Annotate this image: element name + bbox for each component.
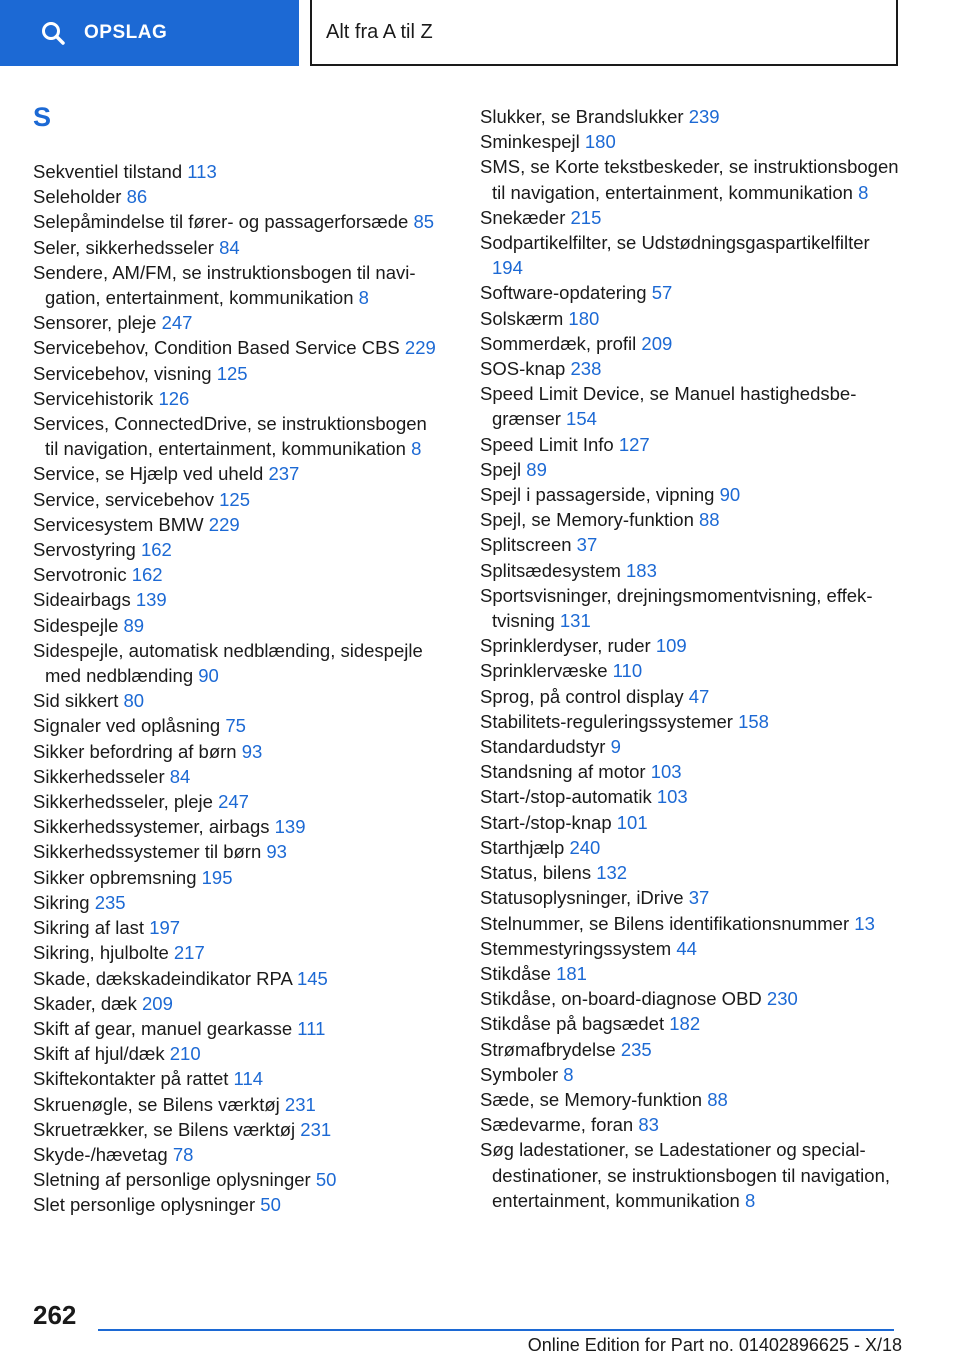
index-entry-term: Stelnummer, se Bilens identifikationsnummer: [480, 912, 855, 934]
index-column-left: [33, 159, 443, 1218]
index-entry-term: Seler, sikkerhedsseler: [33, 236, 220, 258]
index-entry-term: Servicehistorik: [33, 387, 159, 409]
index-entry: [33, 713, 443, 738]
index-entry: [33, 688, 443, 713]
index-entry: [33, 915, 443, 940]
index-entry-term: Sikkerhedssystemer, airbags: [33, 816, 275, 838]
index-entry: [33, 461, 443, 486]
index-entry: [480, 331, 900, 356]
page-link[interactable]: 231: [300, 1118, 332, 1140]
index-entry-term: Skade, dækskadeindikator RPA: [33, 967, 297, 989]
index-entry-term: Sidespejle: [33, 614, 124, 636]
index-entry-term: Sikkerhedsseler, pleje: [33, 791, 219, 813]
index-entry-term: Sikker befordring af børn: [33, 740, 242, 762]
index-entry-term: Start-/stop-knap: [480, 811, 617, 833]
index-entry: [480, 230, 900, 280]
index-entry-term: Skyde-/hævetag: [33, 1143, 173, 1165]
index-entry-term: Sikker opbremsning: [33, 866, 202, 888]
page-link[interactable]: 182: [669, 1013, 701, 1035]
page-link[interactable]: 111: [297, 1017, 326, 1039]
index-entry-term: Start-/stop-automatik: [480, 786, 657, 808]
index-entry-term: Sikring af last: [33, 917, 150, 939]
page-link[interactable]: 247: [218, 791, 249, 813]
page-link[interactable]: 93: [266, 841, 287, 863]
index-entry: [480, 381, 900, 431]
page-link[interactable]: 8: [563, 1063, 574, 1085]
index-entry: [33, 1167, 443, 1192]
index-entry: [480, 684, 900, 709]
page-link[interactable]: 88: [699, 509, 720, 531]
index-entry-term: Skift af gear, manuel gearkasse: [33, 1017, 298, 1039]
index-entry-term: Spejl, se Memory-funktion: [480, 509, 700, 531]
index-entry: [480, 1062, 900, 1087]
index-entry: [33, 537, 443, 562]
index-entry-term: Stikdåse, on-board-diagnose OBD: [480, 988, 767, 1010]
section-title-tab: [310, 0, 898, 66]
index-entry-term: Spejl: [480, 458, 527, 480]
index-entry: [33, 966, 443, 991]
index-entry: [480, 784, 900, 809]
index-entry-term: Service, se Hjælp ved uheld: [33, 463, 269, 485]
index-entry-term: Sprinklervæske: [480, 660, 613, 682]
page-link[interactable]: 209: [641, 332, 673, 354]
page-link[interactable]: 247: [161, 312, 193, 334]
index-entry: [33, 562, 443, 587]
index-entry-term: Sideairbags: [33, 589, 136, 611]
index-entry-term: Sædevarme, foran: [480, 1114, 639, 1136]
page-link[interactable]: 194: [492, 257, 523, 279]
index-entry: [480, 885, 900, 910]
index-entry: [33, 865, 443, 890]
page-link[interactable]: 9: [610, 736, 621, 758]
page-link[interactable]: 183: [626, 559, 657, 581]
page-link[interactable]: 85: [413, 211, 435, 233]
index-entry: [33, 1016, 443, 1041]
footer-edition: Online Edition for Part no. 01402896625 - X/18: [527, 1335, 902, 1355]
index-entry: [480, 482, 900, 507]
page-link[interactable]: 239: [688, 106, 720, 127]
index-entry-term: Selepåmindelse til fører- og passagerforsæde: [33, 211, 414, 233]
index-entry-term: Speed Limit Device, se Manuel hastighedsbegrænser: [480, 383, 857, 430]
page-link[interactable]: 8: [358, 287, 369, 309]
page-link[interactable]: 235: [94, 891, 126, 913]
page-link[interactable]: 209: [142, 992, 173, 1014]
page-link[interactable]: 89: [526, 458, 547, 480]
page-link[interactable]: 44: [676, 937, 697, 959]
index-entry: [33, 260, 443, 310]
index-entry-term: Sprinklerdyser, ruder: [480, 635, 656, 657]
index-entry: [33, 209, 443, 234]
index-entry-term: SOS-knap: [480, 358, 571, 380]
page-link[interactable]: 50: [315, 1169, 337, 1191]
index-entry: [33, 411, 443, 461]
index-entry: [480, 1087, 900, 1112]
page-link[interactable]: 89: [123, 614, 145, 636]
page-link[interactable]: 8: [858, 181, 869, 203]
index-entry-term: Services, ConnectedDrive, se instruktionsbogen til navigation, entertainment, kommunikation: [33, 413, 427, 460]
index-entry: [33, 184, 443, 209]
page-link[interactable]: 90: [198, 665, 219, 687]
index-entry-term: Starthjælp: [480, 836, 570, 858]
index-entry-term: Sportsvisninger, drejningsmomentvisning, effektvisning: [480, 584, 873, 632]
page-link[interactable]: 180: [584, 131, 616, 153]
index-entry: [480, 356, 900, 381]
index-entry-term: Splitsædesystem: [480, 559, 626, 581]
page-link[interactable]: 131: [559, 610, 591, 632]
index-entry-term: Stikdåse: [480, 962, 557, 984]
index-entry-term: Splitscreen: [480, 534, 577, 556]
index-entry-term: Sodpartikelfilter, se Udstødningsgaspartikelfilter: [480, 232, 870, 254]
index-entry-term: Skiftekontakter på rattet: [33, 1068, 234, 1090]
index-entry: [480, 1112, 900, 1137]
index-entry: [33, 361, 443, 386]
index-entry: [33, 839, 443, 864]
page-link[interactable]: 78: [172, 1143, 194, 1165]
index-entry: [480, 860, 900, 885]
index-entry: [33, 1192, 443, 1217]
index-entry: [480, 432, 900, 457]
index-entry-term: Speed Limit Info: [480, 433, 619, 455]
index-entry-term: Servicebehov, visning: [33, 362, 217, 384]
page-link[interactable]: 238: [570, 358, 602, 380]
index-entry-term: Sikring, hjulbolte: [33, 942, 174, 964]
index-entry: [480, 911, 900, 936]
page-link[interactable]: 113: [187, 161, 217, 182]
index-entry: [480, 633, 900, 658]
index-entry: [480, 734, 900, 759]
index-entry: [33, 335, 443, 360]
index-entry: [33, 1066, 443, 1091]
page-link[interactable]: 84: [169, 765, 191, 787]
page-link[interactable]: 93: [241, 740, 263, 762]
index-entry-term: SMS, se Korte tekstbeskeder, se instruktionsbogen til navigation, entertainment, kommunikation: [480, 156, 899, 203]
page-link[interactable]: 13: [854, 912, 875, 934]
index-entry: [33, 991, 443, 1016]
index-entry: [480, 1011, 900, 1036]
index-column-right: [480, 104, 900, 1213]
index-entry-term: Seleholder: [33, 186, 127, 208]
index-entry: [480, 280, 900, 305]
index-entry: [480, 306, 900, 331]
index-entry-term: Sæde, se Memory-funktion: [480, 1088, 708, 1110]
page-link[interactable]: 229: [208, 513, 240, 535]
index-entry: [33, 890, 443, 915]
index-entry: [33, 587, 443, 612]
page-link[interactable]: 90: [719, 484, 741, 506]
page-link[interactable]: 139: [274, 816, 306, 838]
page-link[interactable]: 86: [126, 186, 148, 208]
index-entry-term: Stabilitets-reguleringssystemer: [480, 710, 739, 732]
page-link[interactable]: 126: [158, 387, 190, 409]
index-entry: [480, 658, 900, 683]
index-entry-term: Stikdåse på bagsædet: [480, 1013, 670, 1035]
index-entry: [480, 759, 900, 784]
index-entry-term: Sikring: [33, 891, 95, 913]
index-entry-term: Servotronic: [33, 564, 132, 586]
page-link[interactable]: 103: [656, 786, 688, 808]
index-entry-term: Standsning af motor: [480, 761, 651, 783]
index-entry-term: Servicesystem BMW: [33, 513, 209, 535]
index-entry-term: Strømafbrydelse: [480, 1038, 621, 1060]
index-entry: [33, 235, 443, 260]
index-entry-term: Sekventiel tilstand: [33, 161, 188, 182]
page-link[interactable]: 127: [618, 433, 650, 455]
page-link[interactable]: 240: [569, 836, 601, 858]
index-entry-term: Status, bilens: [480, 862, 597, 884]
page-link[interactable]: 210: [169, 1043, 201, 1065]
index-entry: [480, 154, 900, 204]
index-entry-term: Skader, dæk: [33, 992, 143, 1014]
page-link[interactable]: 139: [135, 589, 167, 611]
page-link[interactable]: 84: [219, 236, 240, 258]
footer-divider: [98, 1329, 894, 1331]
index-entry: [33, 386, 443, 411]
search-tab-label: OPSLAG: [84, 22, 168, 43]
index-entry-term: Service, servicebehov: [33, 488, 220, 510]
index-entry: [33, 487, 443, 512]
index-entry: [33, 1117, 443, 1142]
index-entry: [480, 810, 900, 835]
page-link[interactable]: 101: [616, 811, 648, 833]
index-entry: [480, 558, 900, 583]
page-link[interactable]: 145: [296, 967, 328, 989]
page-link[interactable]: 83: [638, 1114, 659, 1136]
index-entry-term: Sminkespejl: [480, 131, 585, 153]
index-entry: [33, 1092, 443, 1117]
index-entry-term: Sid sikkert: [33, 690, 124, 712]
search-tab[interactable]: [0, 0, 299, 66]
page-link[interactable]: 158: [738, 710, 769, 732]
index-entry-term: Sendere, AM/FM, se instruktionsbogen til navigation, entertainment, kommunikation: [33, 261, 416, 309]
index-entry-term: Sikkerhedsseler: [33, 765, 170, 787]
search-icon: [38, 18, 68, 48]
index-entry: [33, 638, 443, 688]
page-link[interactable]: 162: [131, 564, 163, 586]
page-link[interactable]: 132: [596, 862, 628, 884]
index-entry: [480, 961, 900, 986]
index-entry-term: Software-opdatering: [480, 282, 652, 304]
page-link[interactable]: 57: [651, 282, 673, 304]
page-link[interactable]: 235: [620, 1038, 652, 1060]
page-link[interactable]: 110: [612, 660, 643, 682]
page-link[interactable]: 50: [260, 1194, 281, 1216]
page-link[interactable]: 217: [173, 942, 205, 964]
page-link[interactable]: 75: [225, 715, 246, 737]
page-link[interactable]: 8: [744, 1189, 756, 1211]
page-link[interactable]: 47: [688, 685, 710, 707]
index-entry-term: Skruetrækker, se Bilens værktøj: [33, 1118, 301, 1140]
index-entry-term: Søg ladestationer, se Ladestationer og specialdestinationer, se instruktionsbogen til navigation, entertainment, kommunikation: [480, 1139, 891, 1211]
page-link[interactable]: 231: [284, 1093, 316, 1115]
index-entry-term: Servicebehov, Condition Based Service CBS: [33, 337, 405, 359]
page-number: 262: [33, 1300, 77, 1330]
index-entry: [480, 936, 900, 961]
index-entry: [33, 613, 443, 638]
page-link[interactable]: 125: [219, 488, 250, 510]
index-entry: [480, 129, 900, 154]
index-entry: [480, 583, 900, 633]
index-entry-term: Standardudstyr: [480, 736, 611, 758]
page-link[interactable]: 162: [140, 539, 172, 561]
index-entry: [33, 1142, 443, 1167]
page-link[interactable]: 37: [688, 887, 710, 909]
index-entry: [33, 940, 443, 965]
index-entry: [33, 814, 443, 839]
page-link[interactable]: 125: [216, 362, 248, 384]
index-entry-term: Slet personlige oplysninger: [33, 1194, 261, 1216]
index-entry: [480, 709, 900, 734]
index-entry: [480, 104, 900, 129]
page-link[interactable]: 37: [576, 534, 598, 556]
section-title: Alt fra A til Z: [326, 20, 433, 43]
index-entry-term: Sprog, på control display: [480, 685, 689, 707]
index-entry: [33, 1041, 443, 1066]
index-entry: [480, 205, 900, 230]
page-link[interactable]: 180: [568, 307, 600, 329]
page-link[interactable]: 103: [650, 761, 682, 783]
index-entry-term: Symboler: [480, 1063, 564, 1085]
index-entry-term: Skift af hjul/dæk: [33, 1043, 170, 1065]
index-entry: [33, 764, 443, 789]
page-link[interactable]: 215: [570, 206, 602, 228]
index-entry-term: Solskærm: [480, 307, 569, 329]
page-link[interactable]: 229: [404, 337, 436, 359]
index-entry-term: Sikkerhedssystemer til børn: [33, 841, 267, 863]
index-entry-term: Spejl i passagerside, vipning: [480, 484, 720, 506]
page-link[interactable]: 154: [566, 408, 597, 430]
page-link[interactable]: 237: [268, 463, 300, 485]
page-link[interactable]: 88: [707, 1088, 728, 1110]
index-entry-term: Sidespejle, automatisk nedblænding, sidespejle med nedblænding: [33, 639, 423, 687]
index-entry-term: Sletning af personlige oplysninger: [33, 1169, 316, 1191]
index-entry-term: Servostyring: [33, 539, 141, 561]
index-entry: [33, 159, 443, 184]
index-entry-term: Sommerdæk, profil: [480, 332, 642, 354]
page-link[interactable]: 109: [655, 635, 687, 657]
page-link[interactable]: 197: [149, 917, 181, 939]
page-link[interactable]: 181: [556, 962, 587, 984]
index-entry-term: Statusoplysninger, iDrive: [480, 887, 689, 909]
index-entry-term: Stemmestyringssystem: [480, 937, 677, 959]
page-link[interactable]: 230: [766, 988, 798, 1010]
index-entry-term: Snekæder: [480, 206, 571, 228]
index-entry: [33, 512, 443, 537]
header-bar: [0, 0, 960, 66]
index-entry: [480, 532, 900, 557]
index-entry: [480, 1137, 900, 1213]
index-entry: [33, 789, 443, 814]
index-entry-term: Skruenøgle, se Bilens værktøj: [33, 1093, 285, 1115]
index-entry: [33, 739, 443, 764]
index-entry-term: Sensorer, pleje: [33, 312, 162, 334]
page-link[interactable]: 80: [123, 690, 145, 712]
index-entry: [480, 835, 900, 860]
index-entry: [33, 310, 443, 335]
page-link[interactable]: 195: [201, 866, 233, 888]
page-link[interactable]: 114: [233, 1068, 264, 1090]
index-entry: [480, 457, 900, 482]
index-entry-term: Signaler ved oplåsning: [33, 715, 226, 737]
index-section-letter: S: [33, 102, 52, 132]
index-entry: [480, 1037, 900, 1062]
page-link[interactable]: 8: [411, 438, 422, 460]
index-entry: [480, 986, 900, 1011]
index-entry-term: Slukker, se Brandslukker: [480, 106, 689, 127]
index-entry: [480, 507, 900, 532]
